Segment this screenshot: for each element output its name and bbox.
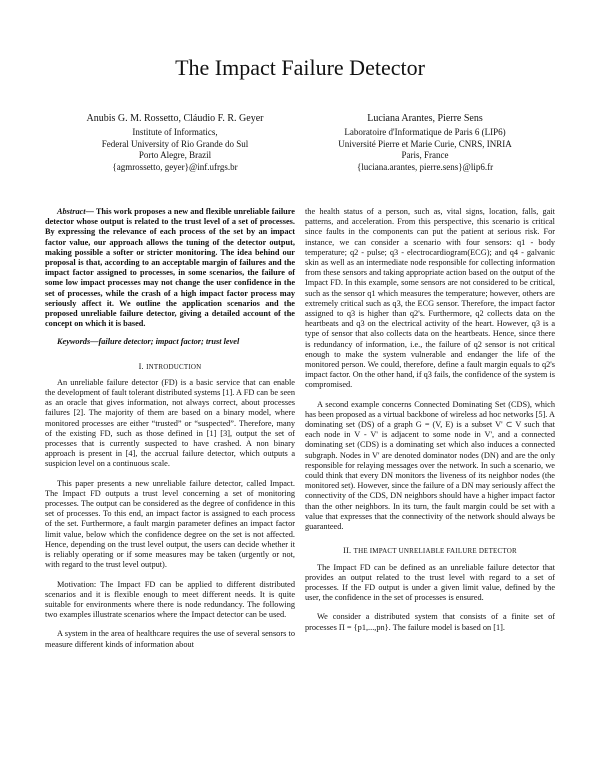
left-column bbox=[45, 207, 295, 650]
paragraph: We consider a distributed system that consists of a finite set of processes Π = {p1,...,pn}. The failure model is based on [1]. bbox=[305, 612, 555, 632]
section-number: I. bbox=[138, 361, 144, 371]
paragraph: A system in the area of healthcare requires the use of several sensors to measure different kinds of information about bbox=[45, 629, 295, 649]
author-names: Anubis G. M. Rossetto, Cláudio F. R. Geyer bbox=[86, 113, 264, 124]
paragraph: The Impact FD can be defined as an unreliable failure detector that provides an output related to the trust level with regard to a set of processes. If the FD output is under a given limit value, defined by the user, the confidence in the set of processes is ensured. bbox=[305, 562, 555, 603]
affiliation-line: Université Pierre et Marie Curie, CNRS, INRIA bbox=[338, 138, 512, 149]
abstract bbox=[45, 207, 295, 329]
section-heading-introduction bbox=[45, 362, 295, 372]
affiliation-line: Porto Alegre, Brazil bbox=[138, 150, 212, 160]
paragraph: A second example concerns Connected Dominating Set (CDS), which has been proposed as a virtual backbone of wireless ad hoc networks [5]. A dominating set (DS) of a graph G = (V, E) is a subset V' ⊂ V such that each node in V - V' is adjacent to some node in V', and a connected dominating set (CDS) is a dominating set which also induces a connected subgraph. Nodes in V' are denoted dominator nodes (DN) and are the only responsible for relaying messages over the network. In such a scenario, we could think that every DN monitors the liveness of its neighbor nodes (the monitored set). However, since the failure of a DN may seriously affect the connectivity of the CDS, DN neighbors should have a higher impact factor than the other neighbors. In its turn, the fault margin could be set with a value that expresses that the connectivity of the network should always be guaranteed. bbox=[305, 399, 555, 532]
affiliation-line: Federal University of Rio Grande do Sul bbox=[101, 138, 249, 149]
paragraph: Motivation: The Impact FD can be applied to different distributed scenarios and it is flexible enough to meet different needs. It is quite suitable for environments where there is node redundancy. The following two examples illustrate scenarios where the Impact detector can be used. bbox=[45, 579, 295, 620]
affiliation-line: Laboratoire d'Informatique de Paris 6 (LIP6) bbox=[344, 127, 506, 137]
paragraph: This paper presents a new unreliable failure detector, called Impact. The Impact FD outputs a trust level concerning a set of monitoring processes. The output can be considered as the degree of confidence in this set of processes. To this end, an impact factor is assigned to each process of the set. Furthermore, a fault margin parameter defines an impact factor limit value, below which the confidence degree on the set is not affected. Hence, depending on the trust level output, the users can decide whether it is reliably operating or if some measures may be taken (urgently or not, with regard to the trust level output). bbox=[45, 478, 295, 570]
author-email: {agmrossetto, geyer}@inf.ufrgs.br bbox=[112, 161, 238, 172]
right-column bbox=[305, 207, 555, 633]
author-block-right bbox=[300, 113, 550, 173]
affiliation-line: Institute of Informatics, bbox=[132, 127, 218, 137]
paragraph: An unreliable failure detector (FD) is a basic service that can enable the development of fault tolerant distributed systems [1]. A FD can be seen as an oracle that gives information, not always correct, about processes failures [2]. The majority of them are based on a binary model, where monitored processes are either “trusted” or “suspected”. Therefore, many of the existing FD, such as those defined in [1] [3], output the set of processes that is currently suspected to have crashed. A non binary approach is present in [4], the accrual failure detector, which outputs a suspicion level on a continuous scale. bbox=[45, 377, 295, 469]
section-heading-impact-fd bbox=[305, 546, 555, 556]
paragraph: the health status of a person, such as, vital signs, location, falls, gait patterns, and acceleration. From this perspective, this scenario is critical since faults in the components can put the patient at serious risk. For instance, we can consider a scenario with four sensors: q1 - body temperature; q2 - pulse; q3 - electrocardiogram(ECG); and q4 - galvanic skin as well as an intermediate node responsible for collecting information from these sensors and taking appropriate action based on the output of the Impact FD. In this example, some sensors are not considered to be critical, such as the sensor q1 which measures the temperature; however, others are extremely critical such as q3, the ECG sensor. Therefore, the impact factor assigned to q3 is higher than q2's. Furthermore, q2 collects data on the heartbeats and q3 on the electrical activity of the heart. However, q3 is a type of sensor that also collects data on the heartbeats. Hence, since there is redundancy of information, i.e., the failure of q2 sensor is not critical enough to make the system vulnerable and endanger the life of the monitored person. We could, therefore, define a fault margin equals to q2's impact factor. On the other hand, if q3 fails, the confidence of the system is compromised. bbox=[305, 207, 555, 390]
author-names: Luciana Arantes, Pierre Sens bbox=[367, 113, 483, 124]
section-title: THE IMPACT UNRELIABLE FAILURE DETECTOR bbox=[353, 547, 517, 556]
abstract-label: Abstract— bbox=[57, 207, 94, 216]
abstract-text: This work proposes a new and flexible unreliable failure detector whose output is related to the trust level of a set of processes. By expressing the relevance of each process of the set by an impact factor value, our approach allows the tuning of the detector output, making possible a softer or stricter monitoring. The idea behind our proposal is that, according to an acceptable margin of failures and the impact factor assigned to processes, in some scenarios, the failure of some low impact processes may not change the user confidence in the set of processes, while the crash of a high impact factor process may seriously affect it. We outline the application scenarios and the proposed unreliable failure detector, giving a detailed account of the concept on which it is based. bbox=[45, 207, 295, 329]
paper-title: The Impact Failure Detector bbox=[175, 55, 425, 80]
section-title: INTRODUCTION bbox=[146, 362, 202, 371]
author-email: {luciana.arantes, pierre.sens}@lip6.fr bbox=[356, 161, 494, 172]
author-block-left bbox=[50, 113, 300, 173]
keywords: Keywords—failure detector; impact factor; trust level bbox=[57, 337, 240, 347]
affiliation-line: Paris, France bbox=[401, 150, 449, 160]
section-number: II. bbox=[343, 546, 352, 556]
